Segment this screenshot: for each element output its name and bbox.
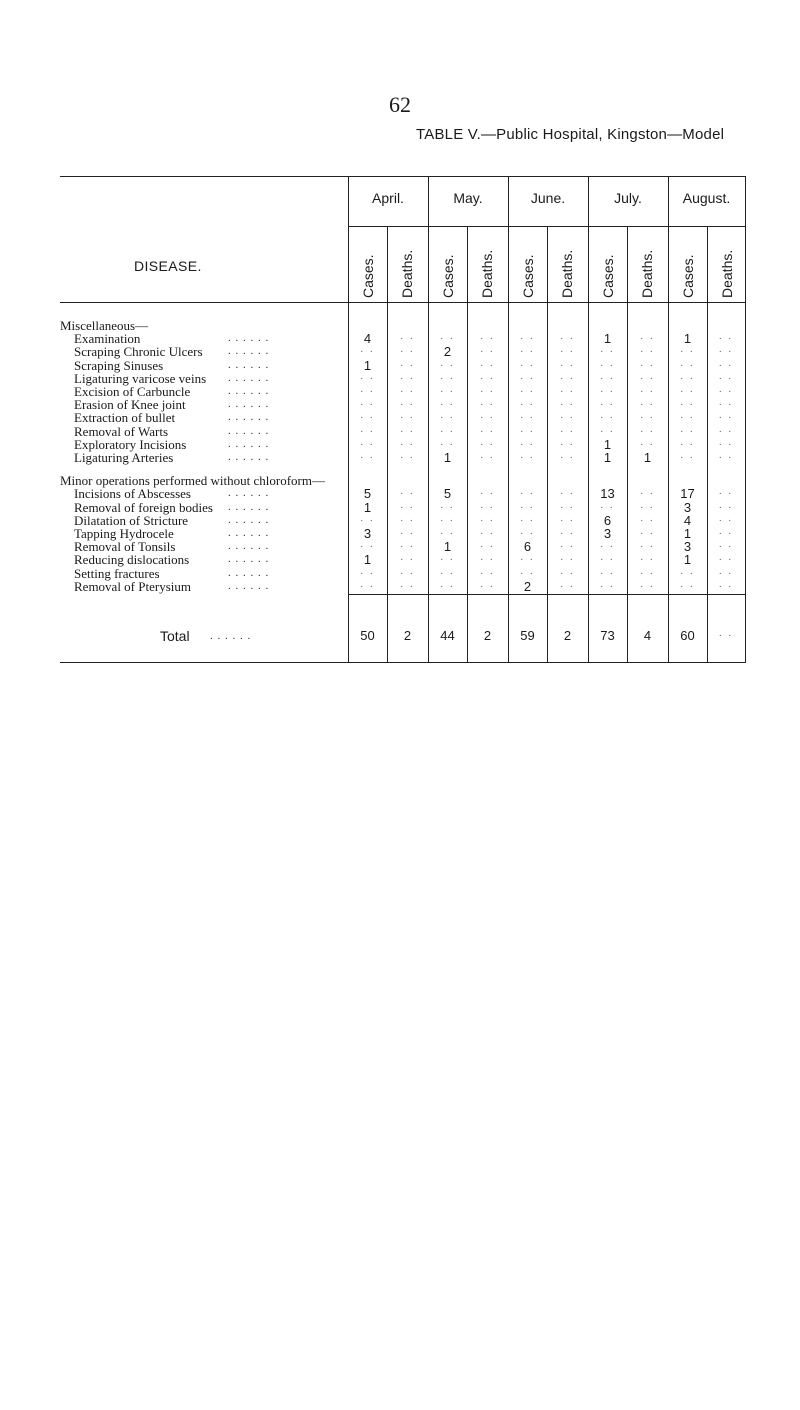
total-cell: 59 — [520, 628, 535, 643]
leader-dots: . . . . . . — [228, 332, 270, 345]
row-label: Examination — [74, 331, 141, 347]
table-cell: 4 — [683, 512, 692, 528]
table-cell: . . — [718, 578, 734, 590]
row-label: Extraction of bullet — [74, 410, 176, 426]
table-cell: . . — [400, 436, 415, 448]
table-cell: . . — [440, 578, 455, 590]
table-cell: . . — [718, 436, 734, 448]
table-cell: . . — [400, 450, 415, 461]
table-cell: . . — [360, 512, 375, 524]
table-cell: . . — [560, 450, 575, 461]
table-cell: . . — [600, 384, 615, 395]
table-cell: . . — [400, 410, 415, 422]
leader-dots: . . . . . . — [228, 358, 270, 371]
table-cell: . . — [480, 397, 495, 409]
table-cell: . . — [480, 423, 495, 435]
table-cell: . . — [360, 423, 375, 435]
table-cell: . . — [600, 578, 615, 590]
row-label: Reducing dislocations — [74, 552, 190, 568]
leader-dots: . . . . . . — [228, 579, 270, 592]
leader-dots: . . . . . . — [228, 437, 270, 450]
table-cell: . . — [480, 331, 495, 343]
table-cell: . . — [640, 512, 655, 524]
table-cell: . . — [640, 526, 655, 537]
table-cell: . . — [560, 410, 575, 422]
table-cell: . . — [560, 397, 575, 409]
table-cell: . . — [480, 370, 495, 382]
table-cell: . . — [560, 565, 575, 577]
table-cell: . . — [640, 539, 655, 551]
table-cell: . . — [640, 397, 655, 409]
table-cell: . . — [400, 357, 415, 369]
disease-header: DISEASE. — [134, 258, 202, 274]
table-cell: 1 — [603, 450, 612, 465]
month-header: June. — [530, 190, 566, 206]
table-cell: . . — [440, 423, 455, 435]
row-label: Ligaturing Arteries — [74, 450, 174, 465]
table-cell: . . — [400, 384, 415, 395]
table-cell: . . — [440, 436, 455, 448]
table-cell: . . — [400, 578, 415, 590]
leader-dots: . . . . . . — [228, 553, 270, 566]
table-cell: . . — [480, 410, 495, 422]
table-cell: . . — [440, 384, 455, 395]
table-cell: . . — [718, 423, 734, 435]
table-cell: 1 — [683, 526, 692, 541]
leader-dots: . . . . . . — [228, 411, 270, 424]
table-cell: . . — [718, 565, 734, 577]
row-label: Scraping Chronic Ulcers — [74, 344, 203, 360]
table-cell: . . — [600, 357, 615, 369]
table-cell: . . — [440, 526, 455, 537]
table-cell: . . — [640, 486, 655, 498]
table-title: TABLE V.—Public Hospital, Kingston—Model — [416, 126, 725, 143]
table-cell: . . — [718, 370, 734, 382]
table-cell: 1 — [363, 552, 372, 568]
table-cell: . . — [600, 539, 615, 551]
column-rule — [745, 176, 746, 662]
table-cell: . . — [640, 552, 655, 564]
table-cell: 1 — [643, 450, 652, 465]
table-cell: 3 — [363, 526, 372, 541]
table-cell: 6 — [603, 512, 612, 528]
table-cell: 2 — [443, 344, 452, 360]
table-cell: . . — [600, 397, 615, 409]
table-cell: . . — [560, 331, 575, 343]
table-cell: . . — [640, 565, 655, 577]
table-cell: 17 — [680, 486, 695, 502]
total-cell: 2 — [403, 628, 412, 643]
table-cell: . . — [520, 423, 535, 435]
deaths-header: Deaths. — [559, 249, 575, 298]
table-cell: . . — [400, 565, 415, 577]
table-cell: . . — [520, 331, 535, 343]
table-cell: . . — [440, 357, 455, 369]
leader-dots: . . . . . . — [228, 371, 270, 384]
total-cell: 60 — [680, 628, 695, 643]
total-cell: 73 — [600, 628, 615, 643]
table-cell: . . — [600, 423, 615, 435]
table-cell: . . — [520, 450, 535, 461]
table-cell: 1 — [603, 436, 612, 452]
table-cell: . . — [640, 410, 655, 422]
row-label: Dilatation of Stricture — [74, 512, 189, 528]
table-cell: . . — [440, 565, 455, 577]
table-cell: 1 — [363, 357, 372, 373]
table-cell: . . — [718, 344, 734, 356]
leader-dots: . . . . . . — [228, 451, 270, 463]
table-cell: . . — [600, 552, 615, 564]
leader-dots: . . . . . . — [210, 630, 252, 642]
deaths-header: Deaths. — [719, 249, 735, 298]
row-label: Setting fractures — [74, 565, 160, 581]
table-cell: . . — [520, 410, 535, 422]
table-cell: . . — [400, 499, 415, 511]
table-cell: . . — [440, 410, 455, 422]
leader-dots: . . . . . . — [228, 398, 270, 411]
table-cell: . . — [718, 526, 734, 537]
row-label: Incisions of Abscesses — [74, 486, 191, 502]
table-cell: . . — [480, 565, 495, 577]
table-cell: . . — [360, 370, 375, 382]
table-cell: . . — [520, 565, 535, 577]
table-cell: . . — [480, 384, 495, 395]
table-cell: . . — [520, 512, 535, 524]
table-cell: . . — [680, 384, 695, 395]
table-cell: 2 — [523, 578, 532, 594]
month-header: May. — [453, 190, 483, 206]
leader-dots: . . . . . . — [228, 500, 270, 513]
table-cell: . . — [440, 552, 455, 564]
table-cell: . . — [560, 499, 575, 511]
table-cell: 3 — [683, 539, 692, 555]
table-cell: 5 — [363, 486, 372, 502]
table-cell: . . — [360, 384, 375, 395]
table-cell: . . — [520, 357, 535, 369]
table-cell: . . — [680, 410, 695, 422]
row-label: Tapping Hydrocele — [74, 526, 174, 541]
table-cell: . . — [480, 526, 495, 537]
table-cell: 1 — [683, 331, 692, 347]
row-label: Ligaturing varicose veins — [74, 370, 207, 386]
table-cell: . . — [718, 499, 734, 511]
table-cell: . . — [360, 436, 375, 448]
table-cell: . . — [560, 423, 575, 435]
table-cell: . . — [360, 344, 375, 356]
deaths-header: Deaths. — [479, 249, 495, 298]
table-cell: . . — [440, 331, 455, 343]
table-cell: 6 — [523, 539, 532, 555]
table-cell: . . — [680, 565, 695, 577]
table-cell: . . — [400, 486, 415, 498]
table-cell: . . — [560, 357, 575, 369]
table-cell: . . — [640, 370, 655, 382]
table-cell: 1 — [363, 499, 372, 515]
table-cell: . . — [520, 344, 535, 356]
table-cell: . . — [480, 436, 495, 448]
table-cell: . . — [360, 539, 375, 551]
table-cell: . . — [600, 499, 615, 511]
table-cell: . . — [520, 436, 535, 448]
row-label: Scraping Sinuses — [74, 357, 164, 373]
table-cell: . . — [560, 486, 575, 498]
leader-dots: . . . . . . — [228, 345, 270, 358]
row-label: Exploratory Incisions — [74, 436, 187, 452]
table-cell: . . — [440, 499, 455, 511]
month-header: August. — [682, 190, 731, 206]
table-cell: 1 — [683, 552, 692, 568]
table-cell: . . — [360, 565, 375, 577]
table-cell: . . — [480, 499, 495, 511]
cases-header: Cases. — [360, 254, 376, 298]
table-cell: . . — [360, 410, 375, 422]
table-cell: . . — [560, 370, 575, 382]
table-cell: . . — [680, 578, 695, 590]
table-cell: . . — [640, 344, 655, 356]
total-cell: 50 — [360, 628, 375, 643]
row-label: Excision of Carbuncle — [74, 384, 191, 399]
row-label: Erasion of Knee joint — [74, 397, 186, 413]
table-cell: . . — [520, 370, 535, 382]
cases-header: Cases. — [440, 254, 456, 298]
leader-dots: . . . . . . — [228, 513, 270, 526]
table-cell: . . — [718, 410, 734, 422]
table-cell: . . — [360, 578, 375, 590]
table-cell: . . — [600, 565, 615, 577]
table-cell: . . — [560, 512, 575, 524]
table-cell: . . — [400, 331, 415, 343]
table-cell: . . — [640, 384, 655, 395]
cases-header: Cases. — [520, 254, 536, 298]
table-cell: . . — [640, 578, 655, 590]
row-label: Removal of Warts — [74, 423, 169, 439]
table-cell: . . — [640, 499, 655, 511]
table-cell: 1 — [443, 450, 452, 465]
table-cell: . . — [440, 370, 455, 382]
table-cell: 1 — [603, 331, 612, 347]
table-cell: . . — [520, 486, 535, 498]
cases-header: Cases. — [600, 254, 616, 298]
row-label: Removal of Tonsils — [74, 539, 176, 555]
table-cell: . . — [480, 357, 495, 369]
table-cell: . . — [680, 397, 695, 409]
table-cell: . . — [600, 344, 615, 356]
table-bottom-rule — [60, 662, 746, 663]
table-cell: . . — [480, 486, 495, 498]
table-cell: . . — [600, 410, 615, 422]
table-cell: . . — [640, 423, 655, 435]
table-cell: . . — [480, 578, 495, 590]
table-top-rule — [60, 176, 746, 177]
table-cell: . . — [360, 450, 375, 461]
table-cell: 5 — [443, 486, 452, 502]
table-cell: . . — [480, 344, 495, 356]
deaths-header: Deaths. — [639, 249, 655, 298]
table-cell: . . — [680, 423, 695, 435]
table-cell: . . — [400, 423, 415, 435]
page-number: 62 — [389, 92, 411, 117]
month-header: April. — [372, 190, 404, 206]
table-cell: . . — [560, 578, 575, 590]
table-cell: . . — [520, 384, 535, 395]
leader-dots: . . . . . . — [228, 424, 270, 437]
table-cell: . . — [680, 357, 695, 369]
cases-header: Cases. — [680, 254, 696, 298]
table-cell: . . — [560, 526, 575, 537]
deaths-header: Deaths. — [399, 249, 415, 298]
leader-dots: . . . . . . — [228, 385, 270, 397]
month-header: July. — [614, 190, 642, 206]
table-cell: . . — [400, 397, 415, 409]
table-cell: . . — [480, 539, 495, 551]
table-cell: 4 — [363, 331, 372, 347]
table-cell: . . — [718, 331, 734, 343]
section-heading: Minor operations performed without chloroform— — [60, 473, 325, 489]
table-cell: . . — [400, 526, 415, 537]
leader-dots: . . . . . . — [228, 566, 270, 579]
table-cell: . . — [440, 397, 455, 409]
table-cell: . . — [480, 450, 495, 461]
table-cell: . . — [640, 331, 655, 343]
table-cell: . . — [440, 512, 455, 524]
table-cell: 1 — [443, 539, 452, 555]
table-cell: . . — [400, 539, 415, 551]
table-cell: . . — [480, 512, 495, 524]
total-cell: 2 — [483, 628, 492, 643]
table-cell: . . — [360, 397, 375, 409]
leader-dots: . . . . . . — [228, 487, 270, 500]
table-cell: . . — [600, 370, 615, 382]
table-cell: . . — [480, 552, 495, 564]
table-cell: . . — [718, 397, 734, 409]
table-cell: . . — [640, 357, 655, 369]
table-cell: 3 — [683, 499, 692, 515]
table-cell: . . — [400, 512, 415, 524]
table-cell: . . — [560, 384, 575, 395]
table-cell: . . — [560, 436, 575, 448]
table-cell: . . — [718, 486, 734, 498]
table-cell: . . — [640, 436, 655, 448]
total-cell: . . — [718, 628, 734, 639]
table-cell: . . — [718, 552, 734, 564]
table-cell: . . — [560, 344, 575, 356]
total-cell: 2 — [563, 628, 572, 643]
total-label: Total — [160, 628, 190, 644]
table-cell: 13 — [600, 486, 615, 502]
table-cell: . . — [400, 370, 415, 382]
table-cell: . . — [400, 344, 415, 356]
table-cell: . . — [560, 552, 575, 564]
table-cell: . . — [718, 384, 734, 395]
row-label: Removal of Pterysium — [74, 578, 191, 594]
table-cell: . . — [560, 539, 575, 551]
table-cell: . . — [520, 526, 535, 537]
leader-dots: . . . . . . — [228, 527, 270, 539]
table-cell: . . — [718, 450, 734, 461]
table-cell: . . — [718, 357, 734, 369]
table-cell: . . — [718, 512, 734, 524]
leader-dots: . . . . . . — [228, 540, 270, 553]
table-cell: . . — [680, 450, 695, 461]
table-cell: . . — [718, 539, 734, 551]
table-cell: . . — [520, 499, 535, 511]
table-cell: . . — [680, 370, 695, 382]
section-heading: Miscellaneous— — [60, 318, 149, 333]
table-cell: . . — [400, 552, 415, 564]
row-label: Removal of foreign bodies — [74, 499, 213, 515]
table-cell: . . — [520, 397, 535, 409]
header-bottom-rule — [60, 302, 746, 303]
total-cell: 44 — [440, 628, 455, 643]
table-cell: 3 — [603, 526, 612, 541]
table-cell: . . — [680, 344, 695, 356]
table-cell: . . — [520, 552, 535, 564]
total-cell: 4 — [643, 628, 652, 643]
table-cell: . . — [680, 436, 695, 448]
